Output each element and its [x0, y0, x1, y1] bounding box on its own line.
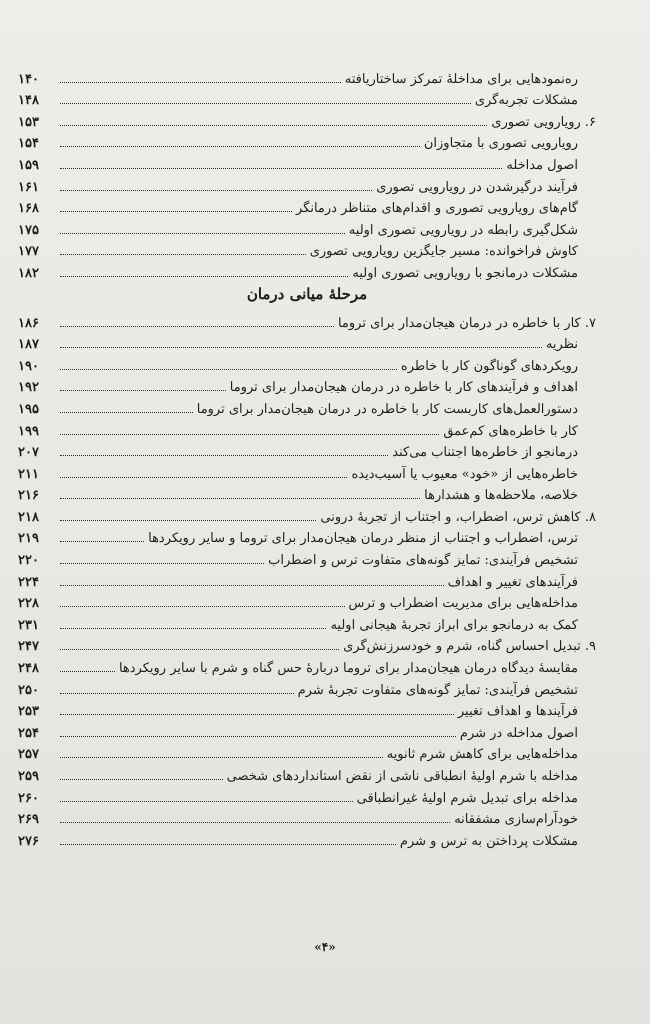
toc-entry-row [18, 589, 596, 611]
toc-entry-title: خودآرام‌سازی مشفقانه [454, 812, 578, 828]
toc-page-number: ۲۶۰ [18, 790, 39, 806]
toc-entry-title: کمک به درمانجو برای ابراز تجربهٔ هیجانی اولیه [330, 617, 578, 633]
toc-entry-row [18, 653, 596, 675]
toc-chapter-row [18, 308, 596, 330]
dot-leader [60, 693, 294, 694]
dot-leader [60, 844, 396, 845]
dot-leader [60, 671, 115, 672]
toc-page-number: ۲۵۳ [18, 704, 39, 720]
toc-page-number: ۲۵۰ [18, 682, 39, 698]
toc-entry-title: نظریه [545, 337, 578, 353]
dot-leader [60, 412, 193, 413]
dot-leader [60, 233, 345, 234]
dot-leader [60, 254, 306, 255]
dot-leader [60, 563, 264, 564]
toc-entry-row [18, 438, 596, 460]
toc-entry-row [18, 740, 596, 762]
dot-leader [60, 146, 420, 147]
toc-chapter-row [18, 502, 596, 524]
toc-page-number: ۲۱۶ [18, 488, 39, 504]
toc-entry-title: تشخیص فرآیندی: تمایز گونه‌های متفاوت تجربهٔ شرم [297, 682, 578, 698]
toc-entry-row [18, 675, 596, 697]
toc-entry-row [18, 459, 596, 481]
toc-entry-title: مداخله با شرم اولیهٔ انطباقی ناشی از نقض استانداردهای شخصی [226, 769, 578, 784]
toc-entry-title: ترس، اضطراب و اجتناب از منظر درمان هیجان‌مدار برای تروما و سایر رویکردها [148, 531, 578, 547]
toc-page-number: ۱۸۲ [18, 265, 39, 281]
toc-page-number: ۲۶۹ [18, 812, 39, 828]
toc-page-number: ۱۹۵ [18, 401, 39, 417]
toc-page-number: ۲۰۷ [18, 445, 39, 461]
dot-leader [60, 628, 326, 629]
dot-leader [60, 168, 502, 169]
toc-entry-row [18, 330, 596, 352]
toc-page-number: ۱۸۷ [18, 337, 39, 353]
section-heading: مرحلهٔ میانی درمان [246, 284, 368, 303]
toc-page-number: ۱۶۸ [18, 201, 39, 217]
toc-entry-title: رویکردهای گوناگون کار با خاطره [400, 358, 578, 374]
toc-entry-title: مداخله‌هایی برای مدیریت اضطراب و ترس [348, 596, 578, 612]
toc-entry-title: ره‌نمودهایی برای مداخلهٔ تمرکز ساختاریافته [344, 71, 578, 87]
toc-entry-row [18, 783, 596, 805]
toc-entry-title: ۹. تبدیل احساس گناه، شرم و خودسرزنش‌گری [343, 639, 596, 655]
dot-leader [60, 190, 372, 191]
toc-entry-title: ۶. رویارویی تصوری [491, 114, 596, 130]
toc-entry-title: فرآیندهای تغییر و اهداف [447, 574, 578, 590]
toc-entry-title: رویارویی تصوری با متجاوزان [423, 136, 578, 152]
toc-entry-row [18, 64, 596, 86]
toc-entry-title: کار با خاطره‌های کم‌عمق [443, 423, 578, 439]
toc-entry-title: خاطره‌هایی از «خود» معیوب یا آسیب‌دیده [351, 466, 578, 482]
toc-entry-row [18, 761, 596, 783]
toc-page-number: ۲۱۹ [18, 531, 39, 547]
toc-page-number: ۲۲۸ [18, 596, 39, 612]
toc-page-number: ۱۴۸ [18, 93, 39, 109]
dot-leader [60, 801, 353, 802]
toc-entry-title: درمانجو از خاطره‌ها اجتناب می‌کند [392, 445, 578, 461]
toc-entry-title: اصول مداخله [506, 157, 578, 173]
toc-page-number: ۲۲۰ [18, 553, 39, 569]
dot-leader [60, 757, 383, 758]
toc-page-number: ۱۹۰ [18, 358, 39, 374]
toc-entry-row [18, 610, 596, 632]
toc-entry-title: فرآیند درگیرشدن در رویارویی تصوری [376, 179, 578, 195]
toc-page-number: ۱۹۲ [18, 380, 39, 396]
toc-page-number: ۲۲۴ [18, 574, 39, 590]
dot-leader [60, 585, 444, 586]
toc-entry-row [18, 718, 596, 740]
toc-page-number: ۱۸۶ [18, 315, 39, 331]
dot-leader [60, 649, 339, 650]
dot-leader [60, 477, 347, 478]
dot-leader [60, 541, 144, 542]
dot-leader [60, 276, 348, 277]
toc-entry-title: خلاصه، ملاحظه‌ها و هشدارها [424, 488, 578, 504]
toc-entry-row [18, 805, 596, 827]
toc-entry-title: فرآیندها و اهداف تغییر [457, 704, 578, 720]
toc-page-number: ۲۳۱ [18, 617, 39, 633]
toc-entry-row [18, 150, 596, 172]
dot-leader [60, 498, 420, 499]
toc-page-number: ۲۵۹ [18, 769, 39, 784]
toc-page-number: ۲۴۸ [18, 661, 39, 677]
table-of-contents [18, 64, 596, 848]
toc-entry-row [18, 215, 596, 237]
toc-entry-title: اصول مداخله در شرم [459, 725, 578, 741]
toc-entry-title: تشخیص فرآیندی: تمایز گونه‌های متفاوت ترس و اضطراب [268, 553, 578, 569]
toc-entry-row [18, 481, 596, 503]
toc-entry-title: دستورالعمل‌های کاربست کار با خاطره در درمان هیجان‌مدار برای تروما [196, 401, 578, 417]
toc-entry-title: ۸. کاهش ترس، اضطراب، و اجتناب از تجربهٔ درونی [320, 509, 596, 525]
dot-leader [60, 455, 388, 456]
dot-leader [60, 822, 450, 823]
dot-leader [60, 211, 292, 212]
dot-leader [60, 606, 345, 607]
toc-page-number: ۲۴۷ [18, 639, 39, 655]
dot-leader [60, 714, 454, 715]
dot-leader [60, 82, 341, 83]
toc-entry-row [18, 172, 596, 194]
toc-page-number: ۱۵۹ [18, 157, 39, 173]
dot-leader [60, 520, 316, 521]
dot-leader [60, 125, 487, 126]
toc-entry-title: کاوش فراخوانده: مسیر جایگزین رویارویی تصوری [309, 244, 578, 260]
toc-entry-row [18, 129, 596, 151]
toc-entry-row [18, 373, 596, 395]
toc-entry-title: اهداف و فرآیندهای کار با خاطره در درمان هیجان‌مدار برای تروما [229, 380, 578, 396]
toc-entry-row [18, 351, 596, 373]
toc-chapter-row [18, 632, 596, 654]
toc-entry-row [18, 194, 596, 216]
toc-chapter-row [18, 107, 596, 129]
toc-entry-title: مشکلات تجربه‌گری [474, 93, 578, 109]
dot-leader [60, 326, 334, 327]
toc-entry-row [18, 258, 596, 280]
dot-leader [60, 103, 471, 104]
toc-entry-row [18, 826, 596, 848]
toc-entry-title: مداخله برای تبدیل شرم اولیهٔ غیرانطباقی [356, 790, 578, 806]
toc-entry-row [18, 567, 596, 589]
toc-page-number: ۲۷۶ [18, 833, 39, 849]
toc-entry-title: مشکلات پرداختن به ترس و شرم [399, 833, 578, 849]
toc-page-number: ۱۷۷ [18, 244, 39, 260]
toc-page-number: ۲۱۸ [18, 509, 39, 525]
toc-group-phase-early [18, 64, 596, 280]
toc-entry-title: گام‌های رویارویی تصوری و اقدام‌های متناظر درمانگر [295, 201, 578, 217]
dot-leader [60, 736, 456, 737]
toc-page-number: ۲۱۱ [18, 466, 39, 482]
dot-leader [60, 779, 223, 780]
dot-leader [60, 434, 439, 435]
toc-entry-row [18, 545, 596, 567]
toc-entry-row [18, 416, 596, 438]
toc-page-number: ۲۵۴ [18, 725, 39, 741]
dot-leader [60, 390, 226, 391]
toc-entry-title: مقایسهٔ دیدگاه درمان هیجان‌مدار برای تروما دربارهٔ حس گناه و شرم با سایر رویکردها [118, 661, 578, 677]
toc-entry-title: شکل‌گیری رابطه در رویارویی تصوری اولیه [348, 222, 578, 238]
toc-entry-title: ۷. کار با خاطره در درمان هیجان‌مدار برای تروما [337, 315, 596, 331]
dot-leader [60, 347, 542, 348]
dot-leader [60, 369, 397, 370]
toc-entry-title: مشکلات درمانجو با رویارویی تصوری اولیه [352, 265, 578, 281]
toc-entry-row [18, 524, 596, 546]
toc-page-number: ۱۷۵ [18, 222, 39, 238]
toc-page-number: ۱۶۱ [18, 179, 39, 195]
toc-entry-row [18, 237, 596, 259]
toc-page-number: ۱۹۹ [18, 423, 39, 439]
toc-entry-row [18, 86, 596, 108]
toc-page-number: ۲۵۷ [18, 747, 39, 763]
toc-page-number: ۱۴۰ [18, 71, 39, 87]
toc-group-phase-middle [18, 308, 596, 848]
toc-entry-row [18, 697, 596, 719]
toc-page-number: ۱۵۴ [18, 136, 39, 152]
toc-page-number: ۱۵۳ [18, 114, 39, 130]
toc-entry-row [18, 394, 596, 416]
page-number-footer: «۴» [314, 940, 336, 954]
toc-entry-title: مداخله‌هایی برای کاهش شرم ثانویه [386, 747, 578, 763]
